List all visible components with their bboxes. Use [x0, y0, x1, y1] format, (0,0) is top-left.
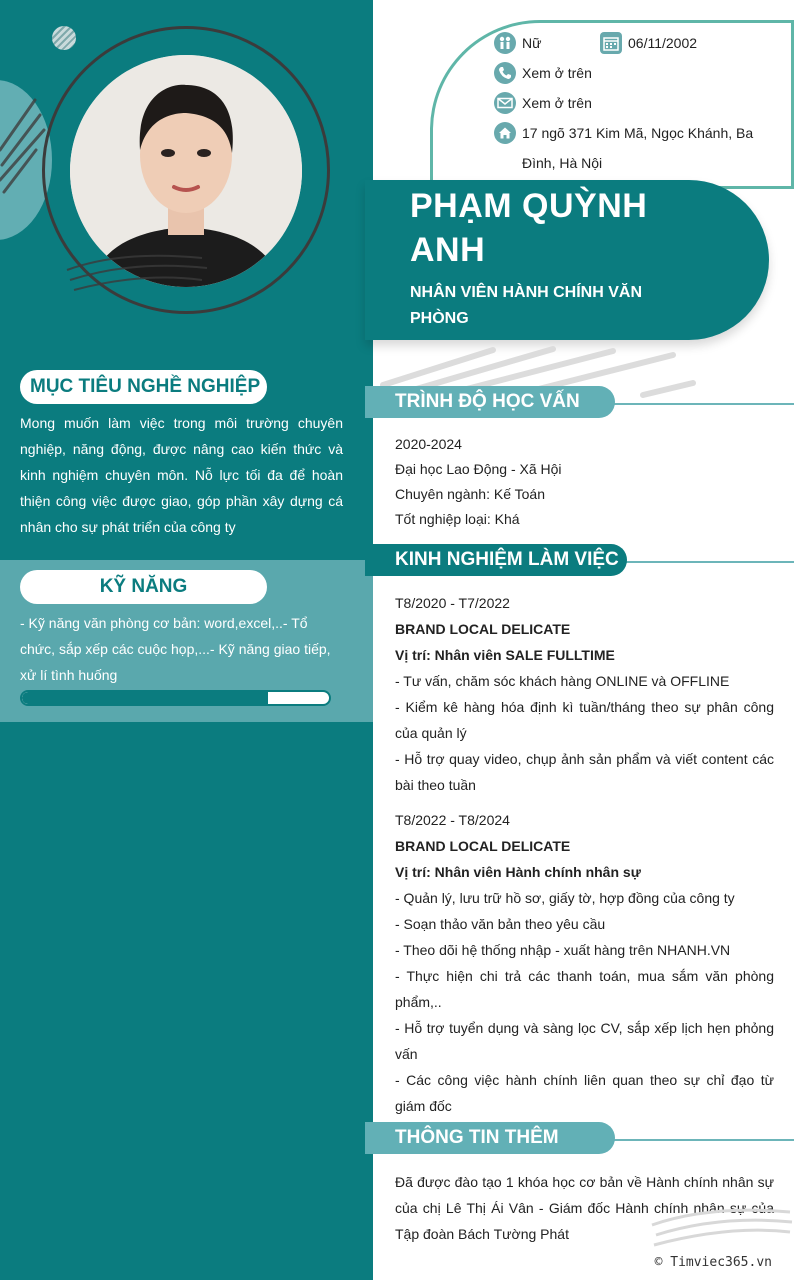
- email-icon: [494, 92, 516, 114]
- skill-level-fill: [22, 692, 268, 704]
- email-value: Xem ở trên: [522, 95, 592, 111]
- skill-level-bar: [20, 690, 331, 706]
- education-major: Chuyên ngành: Kế Toán: [395, 486, 545, 502]
- objective-text: Mong muốn làm việc trong môi trường chuyên nghiệp, năng động, được nâng cao kiến thức và kinh nghiệm chuyên môn. Nỗ lực tối đa để hoàn thiện công việc được giao, góp phần xây dựng cá nhân cho sự phát triển của công ty: [20, 415, 343, 535]
- additional-text: Đã được đào tạo 1 khóa học cơ bản về Hành chính nhân sự của chị Lê Thị Ái Vân - Giám đốc Hành chính nhân sự của Tập đoàn Bách Tường Phát: [395, 1174, 774, 1242]
- job-period: T8/2020 - T7/2022: [395, 595, 510, 611]
- education-period: 2020-2024: [395, 436, 462, 452]
- brush-stroke-decoration: [62, 240, 212, 300]
- job-task: - Kiểm kê hàng hóa định kì tuần/tháng theo sự phân công của quản lý: [395, 699, 774, 741]
- decorative-dot: [52, 26, 76, 50]
- job-task: - Các công việc hành chính liên quan theo sự chỉ đạo từ giám đốc: [395, 1072, 774, 1114]
- job-position: Vị trí: Nhân viên Hành chính nhân sự: [395, 864, 641, 880]
- job-task: - Soạn thảo văn bản theo yêu cầu: [395, 916, 606, 932]
- gender-value: Nữ: [522, 35, 542, 51]
- address-value: 17 ngõ 371 Kim Mã, Ngọc Khánh, Ba Đình, Hà Nội: [522, 125, 754, 171]
- experience-title: KINH NGHIỆM LÀM VIỆC: [365, 544, 627, 576]
- additional-title: THÔNG TIN THÊM: [365, 1122, 615, 1154]
- job-title: NHÂN VIÊN HÀNH CHÍNH VĂN PHÒNG: [410, 284, 643, 327]
- education-details: [395, 432, 774, 532]
- job-task: - Tư vấn, chăm sóc khách hàng ONLINE và OFFLINE: [395, 673, 730, 689]
- brush-stroke-decoration: [650, 1200, 795, 1260]
- job-period: T8/2022 - T8/2024: [395, 812, 510, 828]
- experience-title-line: [610, 561, 794, 563]
- education-title: TRÌNH ĐỘ HỌC VẤN: [365, 386, 615, 418]
- phone-icon: [494, 62, 516, 84]
- job-company: BRAND LOCAL DELICATE: [395, 621, 571, 637]
- skills-text: - Kỹ năng văn phòng cơ bản: word,excel,..- Tổ chức, sắp xếp các cuộc họp,...- Kỹ năng giao tiếp, xử lí tình huống: [20, 615, 331, 683]
- contact-frame-right: [791, 20, 794, 188]
- objective-title: MỤC TIÊU NGHỀ NGHIỆP: [20, 370, 267, 404]
- job-task: - Theo dõi hệ thống nhập - xuất hàng trên NHANH.VN: [395, 942, 731, 958]
- job-task: - Quản lý, lưu trữ hồ sơ, giấy tờ, hợp đồng của công ty: [395, 890, 735, 906]
- home-icon: [494, 122, 516, 144]
- experience-job-1: [395, 590, 774, 798]
- job-task: - Thực hiện chi trả các thanh toán, mua sắm văn phòng phẩm,..: [395, 968, 774, 1010]
- footer-credit: © Timviec365.vn: [654, 1255, 772, 1270]
- experience-job-2: [395, 807, 774, 1119]
- job-position: Vị trí: Nhân viên SALE FULLTIME: [395, 647, 615, 663]
- birthday-value: 06/11/2002: [628, 35, 698, 51]
- education-grade: Tốt nghiệp loại: Khá: [395, 511, 520, 527]
- full-name: PHẠM QUỲNH ANH: [410, 187, 648, 269]
- job-task: - Hỗ trợ quay video, chụp ảnh sản phẩm và viết content các bài theo tuần: [395, 751, 774, 793]
- education-title-line: [600, 403, 794, 405]
- gender-icon: [494, 32, 516, 54]
- job-company: BRAND LOCAL DELICATE: [395, 838, 571, 854]
- phone-value: Xem ở trên: [522, 65, 592, 81]
- education-school: Đại học Lao Động - Xã Hội: [395, 461, 562, 477]
- additional-title-line: [600, 1139, 794, 1141]
- job-task: - Hỗ trợ tuyển dụng và sàng lọc CV, sắp xếp lịch hẹn phỏng vấn: [395, 1020, 774, 1062]
- skills-title: KỸ NĂNG: [20, 570, 267, 604]
- calendar-icon: [600, 32, 622, 54]
